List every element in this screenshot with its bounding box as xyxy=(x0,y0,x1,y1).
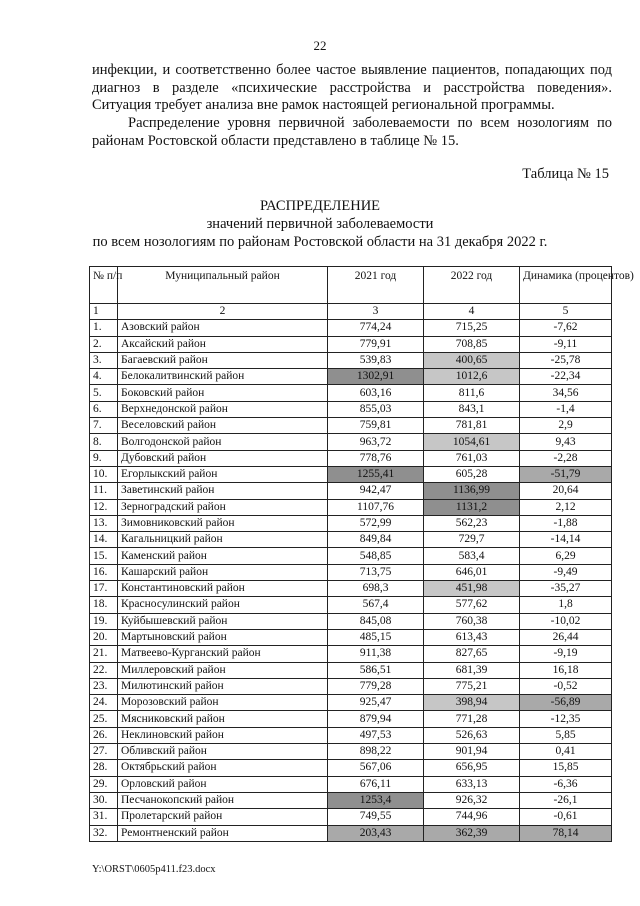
table-row xyxy=(90,662,612,678)
value-2022: 760,38 xyxy=(424,613,520,629)
value-2022: 398,94 xyxy=(424,695,520,711)
dynamics-value: 16,18 xyxy=(520,662,612,678)
table-row xyxy=(90,760,612,776)
value-2022: 362,39 xyxy=(424,825,520,841)
value-2021: 749,55 xyxy=(328,809,424,825)
table-row xyxy=(90,483,612,499)
value-2021: 1107,76 xyxy=(328,499,424,515)
table-row xyxy=(90,515,612,531)
value-2022: 400,65 xyxy=(424,352,520,368)
value-2021: 676,11 xyxy=(328,776,424,792)
value-2021: 203,43 xyxy=(328,825,424,841)
dynamics-value: 2,12 xyxy=(520,499,612,515)
row-number: 25. xyxy=(90,711,118,727)
dynamics-value: -2,28 xyxy=(520,450,612,466)
district-name: Обливский район xyxy=(118,744,328,760)
value-2022: 646,01 xyxy=(424,564,520,580)
row-number: 20. xyxy=(90,629,118,645)
value-2022: 681,39 xyxy=(424,662,520,678)
table-row xyxy=(90,792,612,808)
dynamics-value: -35,27 xyxy=(520,581,612,597)
district-name: Зимовниковский район xyxy=(118,515,328,531)
header-dynamics: Динамика (процентов) xyxy=(520,267,612,304)
table-row xyxy=(90,450,612,466)
table-row xyxy=(90,809,612,825)
district-name: Куйбышевский район xyxy=(118,613,328,629)
value-2021: 713,75 xyxy=(328,564,424,580)
table-row xyxy=(90,532,612,548)
paragraph-continuation: инфекции, и соответственно более частое выявление пациентов, попадающих под диагноз в разделе «психические расстройства и расстройства поведения». Ситуация требует анализа вне рамок настоящей региональной программы. xyxy=(92,62,612,113)
header-2022: 2022 год xyxy=(424,267,520,304)
district-name: Дубовский район xyxy=(118,450,328,466)
file-path-footer: Y:\ORST\0605p411.f23.docx xyxy=(92,864,216,875)
table-row xyxy=(90,629,612,645)
district-name: Егорлыкский район xyxy=(118,466,328,482)
page-number: 22 xyxy=(313,38,327,53)
dynamics-value: -14,14 xyxy=(520,532,612,548)
table-row xyxy=(90,744,612,760)
row-number: 32. xyxy=(90,825,118,841)
value-2022: 1131,2 xyxy=(424,499,520,515)
dynamics-value: 0,41 xyxy=(520,744,612,760)
value-2022: 761,03 xyxy=(424,450,520,466)
district-name: Октябрьский район xyxy=(118,760,328,776)
value-2022: 901,94 xyxy=(424,744,520,760)
dynamics-value: -25,78 xyxy=(520,352,612,368)
dynamics-value: -7,62 xyxy=(520,320,612,336)
value-2021: 1255,41 xyxy=(328,466,424,482)
table-row xyxy=(90,466,612,482)
district-name: Мартыновский район xyxy=(118,629,328,645)
table-row xyxy=(90,646,612,662)
header-2021: 2021 год xyxy=(328,267,424,304)
value-2021: 1253,4 xyxy=(328,792,424,808)
row-number: 5. xyxy=(90,385,118,401)
table-subtitle: значений первичной заболеваемости xyxy=(206,216,434,232)
value-2021: 855,03 xyxy=(328,401,424,417)
dynamics-value: -9,49 xyxy=(520,564,612,580)
dynamics-value: -0,52 xyxy=(520,678,612,694)
row-number: 24. xyxy=(90,695,118,711)
row-number: 23. xyxy=(90,678,118,694)
district-name: Зерноградский район xyxy=(118,499,328,515)
row-number: 31. xyxy=(90,809,118,825)
dynamics-value: -10,02 xyxy=(520,613,612,629)
value-2021: 879,94 xyxy=(328,711,424,727)
row-number: 6. xyxy=(90,401,118,417)
value-2021: 759,81 xyxy=(328,418,424,434)
district-name: Пролетарский район xyxy=(118,809,328,825)
value-2022: 605,28 xyxy=(424,466,520,482)
row-number: 21. xyxy=(90,646,118,662)
value-2022: 451,98 xyxy=(424,581,520,597)
dynamics-value: 5,85 xyxy=(520,727,612,743)
district-name: Веселовский район xyxy=(118,418,328,434)
district-name: Кагальницкий район xyxy=(118,532,328,548)
district-name: Каменский район xyxy=(118,548,328,564)
district-name: Неклиновский район xyxy=(118,727,328,743)
row-number: 13. xyxy=(90,515,118,531)
value-2021: 603,16 xyxy=(328,385,424,401)
row-number: 26. xyxy=(90,727,118,743)
value-2021: 586,51 xyxy=(328,662,424,678)
value-2022: 744,96 xyxy=(424,809,520,825)
dynamics-value: 1,8 xyxy=(520,597,612,613)
value-2022: 771,28 xyxy=(424,711,520,727)
table-row xyxy=(90,564,612,580)
value-2022: 811,6 xyxy=(424,385,520,401)
value-2021: 497,53 xyxy=(328,727,424,743)
row-number: 29. xyxy=(90,776,118,792)
row-number: 18. xyxy=(90,597,118,613)
value-2021: 849,84 xyxy=(328,532,424,548)
row-number: 11. xyxy=(90,483,118,499)
value-2021: 778,76 xyxy=(328,450,424,466)
district-name: Песчанокопский район xyxy=(118,792,328,808)
table-row xyxy=(90,613,612,629)
dynamics-value: -56,89 xyxy=(520,695,612,711)
value-2022: 562,23 xyxy=(424,515,520,531)
district-name: Верхнедонской район xyxy=(118,401,328,417)
dynamics-value: -22,34 xyxy=(520,369,612,385)
value-2021: 1302,91 xyxy=(328,369,424,385)
value-2022: 1136,99 xyxy=(424,483,520,499)
table-row xyxy=(90,352,612,368)
table-subtitle-2: по всем нозологиям по районам Ростовской области на 31 декабря 2022 г. xyxy=(92,234,548,250)
column-number-row xyxy=(90,304,612,320)
dynamics-value: 78,14 xyxy=(520,825,612,841)
district-name: Кашарский район xyxy=(118,564,328,580)
header-district: Муниципальный район xyxy=(118,267,328,304)
value-2022: 827,65 xyxy=(424,646,520,662)
table-row xyxy=(90,776,612,792)
dynamics-value: -9,11 xyxy=(520,336,612,352)
table-row xyxy=(90,581,612,597)
row-number: 16. xyxy=(90,564,118,580)
table-header-row xyxy=(90,267,612,304)
table-row xyxy=(90,369,612,385)
value-2022: 775,21 xyxy=(424,678,520,694)
row-number: 3. xyxy=(90,352,118,368)
col-number: 3 xyxy=(328,304,424,320)
table-row xyxy=(90,385,612,401)
dynamics-value: 20,64 xyxy=(520,483,612,499)
value-2022: 1012,6 xyxy=(424,369,520,385)
dynamics-value: 15,85 xyxy=(520,760,612,776)
district-name: Мясниковский район xyxy=(118,711,328,727)
table-row xyxy=(90,678,612,694)
row-number: 28. xyxy=(90,760,118,776)
row-number: 8. xyxy=(90,434,118,450)
district-name: Багаевский район xyxy=(118,352,328,368)
value-2021: 698,3 xyxy=(328,581,424,597)
dynamics-value: -1,88 xyxy=(520,515,612,531)
district-name: Морозовский район xyxy=(118,695,328,711)
district-name: Азовский район xyxy=(118,320,328,336)
dynamics-value: -0,61 xyxy=(520,809,612,825)
row-number: 17. xyxy=(90,581,118,597)
value-2022: 633,13 xyxy=(424,776,520,792)
value-2022: 577,62 xyxy=(424,597,520,613)
table-title: РАСПРЕДЕЛЕНИЕ xyxy=(259,198,381,214)
district-name: Миллеровский район xyxy=(118,662,328,678)
col-number: 1 xyxy=(90,304,118,320)
value-2022: 729,7 xyxy=(424,532,520,548)
dynamics-value: -26,1 xyxy=(520,792,612,808)
value-2021: 845,08 xyxy=(328,613,424,629)
table-row xyxy=(90,418,612,434)
row-number: 2. xyxy=(90,336,118,352)
dynamics-value: -9,19 xyxy=(520,646,612,662)
dynamics-value: 9,43 xyxy=(520,434,612,450)
value-2022: 843,1 xyxy=(424,401,520,417)
value-2022: 583,4 xyxy=(424,548,520,564)
row-number: 10. xyxy=(90,466,118,482)
row-number: 12. xyxy=(90,499,118,515)
value-2022: 526,63 xyxy=(424,727,520,743)
district-name: Константиновский район xyxy=(118,581,328,597)
value-2021: 963,72 xyxy=(328,434,424,450)
value-2021: 485,15 xyxy=(328,629,424,645)
dynamics-value: -12,35 xyxy=(520,711,612,727)
value-2022: 656,95 xyxy=(424,760,520,776)
value-2021: 567,06 xyxy=(328,760,424,776)
value-2021: 911,38 xyxy=(328,646,424,662)
paragraph-intro: Распределение уровня первичной заболеваемости по всем нозологиям по районам Ростовской области представлено в таблице № 15. xyxy=(92,115,612,149)
col-number: 5 xyxy=(520,304,612,320)
row-number: 27. xyxy=(90,744,118,760)
table-row xyxy=(90,711,612,727)
value-2021: 539,83 xyxy=(328,352,424,368)
district-name: Красносулинский район xyxy=(118,597,328,613)
value-2021: 572,99 xyxy=(328,515,424,531)
row-number: 15. xyxy=(90,548,118,564)
value-2021: 942,47 xyxy=(328,483,424,499)
value-2021: 925,47 xyxy=(328,695,424,711)
value-2022: 708,85 xyxy=(424,336,520,352)
district-name: Белокалитвинский район xyxy=(118,369,328,385)
value-2021: 779,28 xyxy=(328,678,424,694)
district-name: Милютинский район xyxy=(118,678,328,694)
dynamics-value: -1,4 xyxy=(520,401,612,417)
table-row xyxy=(90,695,612,711)
row-number: 1. xyxy=(90,320,118,336)
district-name: Ремонтненский район xyxy=(118,825,328,841)
value-2022: 926,32 xyxy=(424,792,520,808)
dynamics-value: 2,9 xyxy=(520,418,612,434)
table-row xyxy=(90,320,612,336)
row-number: 30. xyxy=(90,792,118,808)
table-row xyxy=(90,434,612,450)
row-number: 19. xyxy=(90,613,118,629)
distribution-table xyxy=(89,266,634,842)
value-2022: 1054,61 xyxy=(424,434,520,450)
value-2021: 774,24 xyxy=(328,320,424,336)
row-number: 22. xyxy=(90,662,118,678)
dynamics-value: 26,44 xyxy=(520,629,612,645)
row-number: 9. xyxy=(90,450,118,466)
value-2021: 567,4 xyxy=(328,597,424,613)
district-name: Заветинский район xyxy=(118,483,328,499)
table-row xyxy=(90,597,612,613)
row-number: 14. xyxy=(90,532,118,548)
table-row xyxy=(90,336,612,352)
dynamics-value: -51,79 xyxy=(520,466,612,482)
district-name: Волгодонской район xyxy=(118,434,328,450)
table-row xyxy=(90,499,612,515)
row-number: 4. xyxy=(90,369,118,385)
header-num: № п/п xyxy=(90,267,118,304)
table-row xyxy=(90,401,612,417)
dynamics-value: -6,36 xyxy=(520,776,612,792)
district-name: Матвеево-Курганский район xyxy=(118,646,328,662)
dynamics-value: 34,56 xyxy=(520,385,612,401)
district-name: Орловский район xyxy=(118,776,328,792)
row-number: 7. xyxy=(90,418,118,434)
table-row xyxy=(90,825,612,841)
district-name: Аксайский район xyxy=(118,336,328,352)
value-2021: 898,22 xyxy=(328,744,424,760)
value-2021: 548,85 xyxy=(328,548,424,564)
value-2021: 779,91 xyxy=(328,336,424,352)
dynamics-value: 6,29 xyxy=(520,548,612,564)
value-2022: 715,25 xyxy=(424,320,520,336)
col-number: 2 xyxy=(118,304,328,320)
value-2022: 781,81 xyxy=(424,418,520,434)
table-row xyxy=(90,548,612,564)
col-number: 4 xyxy=(424,304,520,320)
value-2022: 613,43 xyxy=(424,629,520,645)
district-name: Боковский район xyxy=(118,385,328,401)
table-row xyxy=(90,727,612,743)
table-caption: Таблица № 15 xyxy=(522,166,609,182)
